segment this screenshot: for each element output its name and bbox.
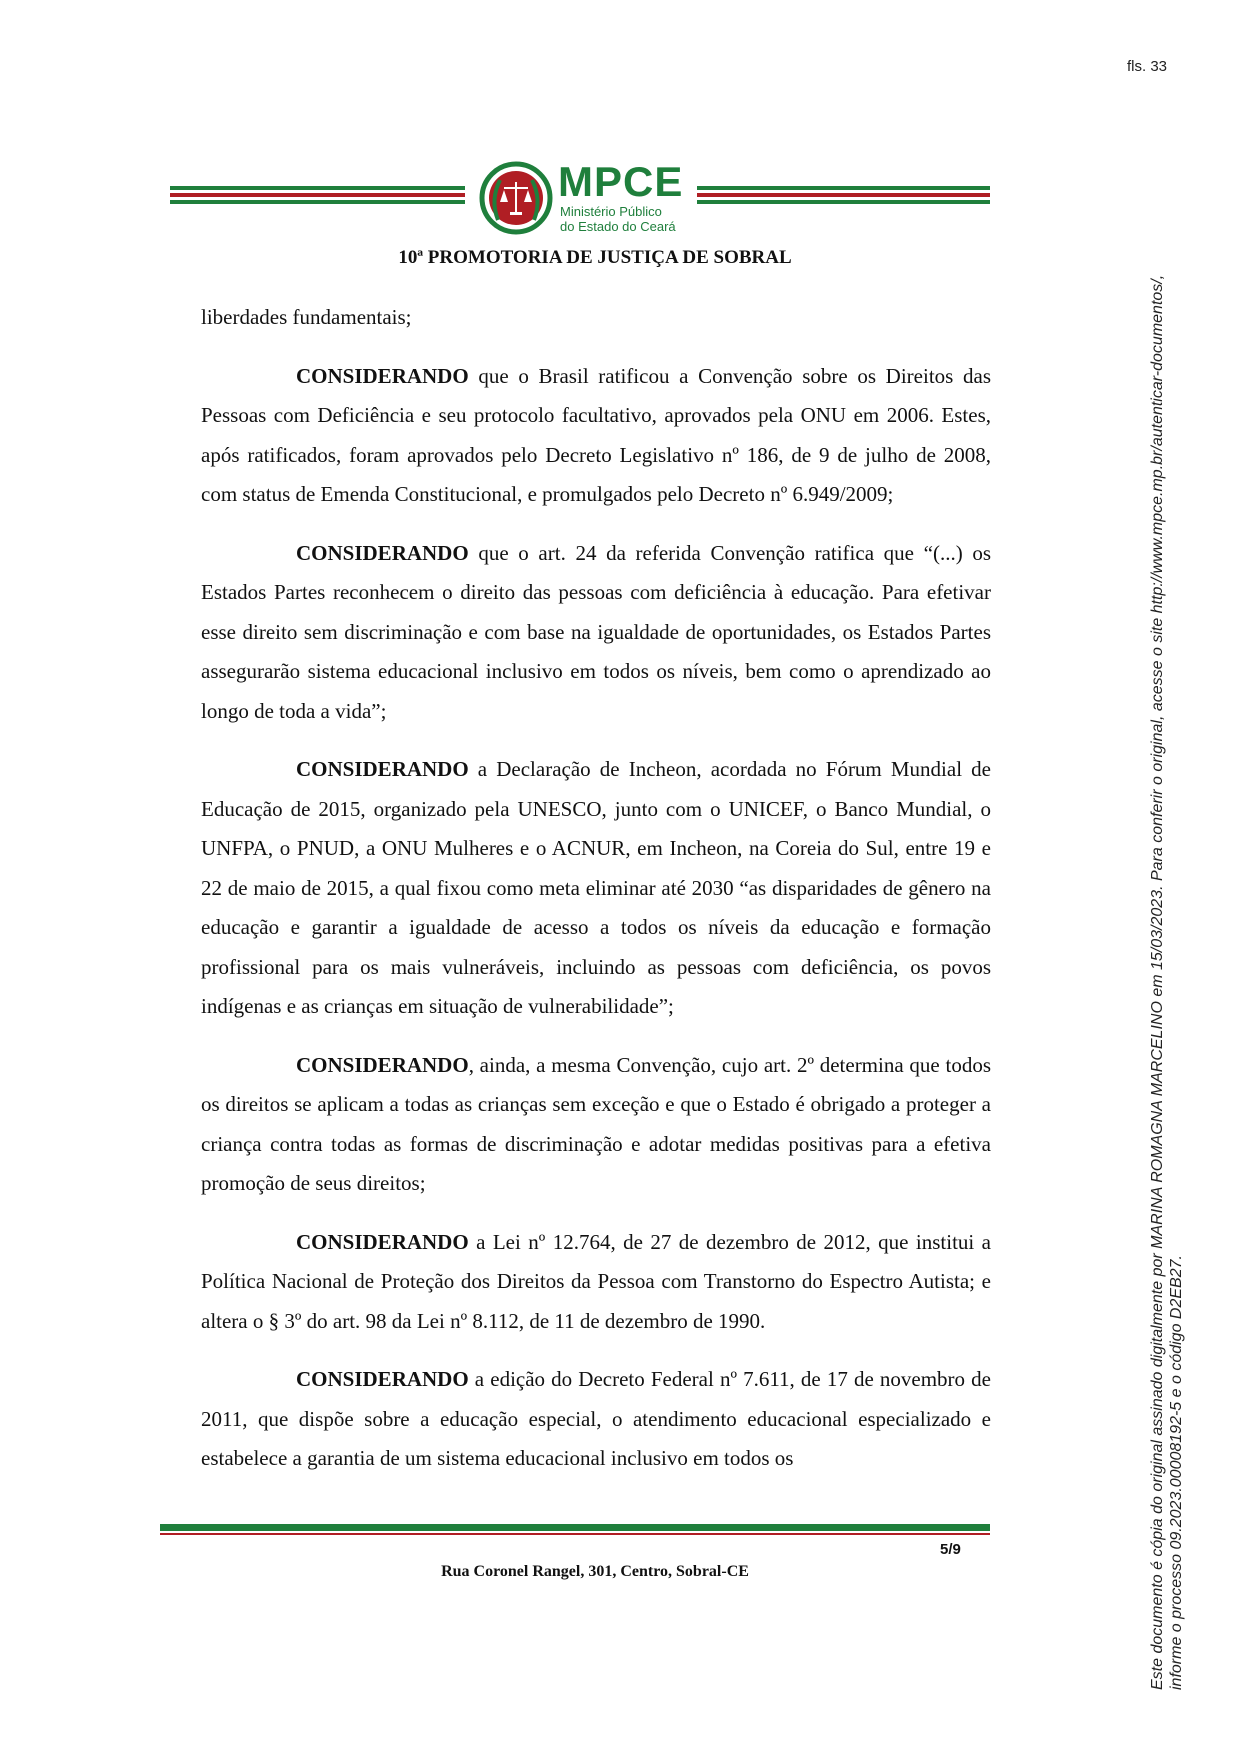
header-stripes-left: [170, 186, 465, 206]
document-body: [201, 298, 991, 1479]
paragraph-lead: CONSIDERANDO: [296, 1052, 469, 1077]
paragraph: [201, 357, 991, 515]
paragraph-text: , ainda, a mesma Convenção, cujo art. 2º determina que todos os direitos se aplicam a todas as crianças sem exceção e que o Estado é obrigado a proteger a criança contra todas as formas de discriminação e adotar medidas positivas para a efetiva promoção de seus direitos;: [201, 1052, 991, 1195]
paragraph: [201, 1223, 991, 1342]
paragraph-lead: CONSIDERANDO: [296, 757, 469, 781]
paragraph-text: que o Brasil ratificou a Convenção sobre os Direitos das Pessoas com Deficiência e seu protocolo facultativo, aprovados pela ONU em 2006. Estes, após ratificados, foram aprovados pelo Decreto Legislativo nº 186, de 9 de julho de 2008, com status de Emenda Constitucional, e promulgados pelo Decreto nº 6.949/2009;: [201, 363, 991, 506]
letterhead: [170, 160, 990, 240]
authentication-note: [1148, 190, 1186, 1690]
footer-address: Rua Coronel Rangel, 301, Centro, Sobral-CE: [441, 1563, 749, 1580]
justice-seal-icon: [476, 160, 556, 240]
logo-title: MPCE: [558, 158, 684, 205]
paragraph: [201, 534, 991, 732]
paragraph-lead: CONSIDERANDO: [296, 540, 469, 565]
paragraph-lead: CONSIDERANDO: [296, 363, 469, 388]
paragraph: [201, 1046, 991, 1204]
paragraph-text: a edição do Decreto Federal nº 7.611, de 17 de novembro de 2011, que dispõe sobre a educação especial, o atendimento educacional especializado e estabelece a garantia de um sistema educacional inclusivo em todos os: [201, 1367, 991, 1470]
paragraph-text: a Declaração de Incheon, acordada no Fórum Mundial de Educação de 2015, organizado pela UNESCO, junto com o UNICEF, o Banco Mundial, o UNFPA, o PNUD, a ONU Mulheres e o ACNUR, em Incheon, na Coreia do Sul, entre 19 e 22 de maio de 2015, a qual fixou como meta eliminar até 2030 “as disparidades de gênero na educação e garantir a igualdade de acesso a todos os níveis da educação e formação profissional para os mais vulneráveis, incluindo as pessoas com deficiência, os povos indígenas e as crianças em situação de vulnerabilidade”;: [201, 757, 991, 1018]
paragraph-text: a Lei nº 12.764, de 27 de dezembro de 2012, que institui a Política Nacional de Proteção dos Direitos da Pessoa com Transtorno do Espectro Autista; e altera o § 3º do art. 98 da Lei nº 8.112, de 11 de dezembro de 1990.: [201, 1229, 991, 1333]
paragraph-lead: CONSIDERANDO: [296, 1367, 469, 1391]
page-marker: fls. 33: [1127, 58, 1168, 75]
continuation-text: liberdades fundamentais;: [201, 305, 412, 329]
mpce-logo: [476, 160, 696, 240]
header-stripes-right: [697, 186, 990, 206]
authentication-note-line-1: Este documento é cópia do original assinado digitalmente por MARINA ROMAGNA MARCELINO em 15/03/2023. Para conferir o original, acesse o site http://www.mpce.mp.br/autenticar-documentos/,: [1149, 274, 1166, 1690]
paragraph: [201, 750, 991, 1027]
footer-divider: [160, 1524, 990, 1531]
footer-divider-accent: [160, 1533, 990, 1535]
logo-subtitle-2: do Estado do Ceará: [560, 219, 676, 234]
office-title: 10ª PROMOTORIA DE JUSTIÇA DE SOBRAL: [398, 247, 792, 268]
paragraph-lead: CONSIDERANDO: [296, 1229, 469, 1254]
page-number: 5/9: [940, 1541, 961, 1558]
authentication-note-line-2: informe o processo 09.2023.00008192-5 e o código D2EB27.: [1168, 1255, 1185, 1690]
paragraph: [201, 1360, 991, 1479]
logo-subtitle-1: Ministério Público: [560, 204, 662, 219]
paragraph-text: que o art. 24 da referida Convenção ratifica que “(...) os Estados Partes reconhecem o direito das pessoas com deficiência à educação. Para efetivar esse direito sem discriminação e com base na igualdade de oportunidades, os Estados Partes assegurarão sistema educacional inclusivo em todos os níveis, bem como o aprendizado ao longo de toda a vida”;: [201, 540, 991, 723]
